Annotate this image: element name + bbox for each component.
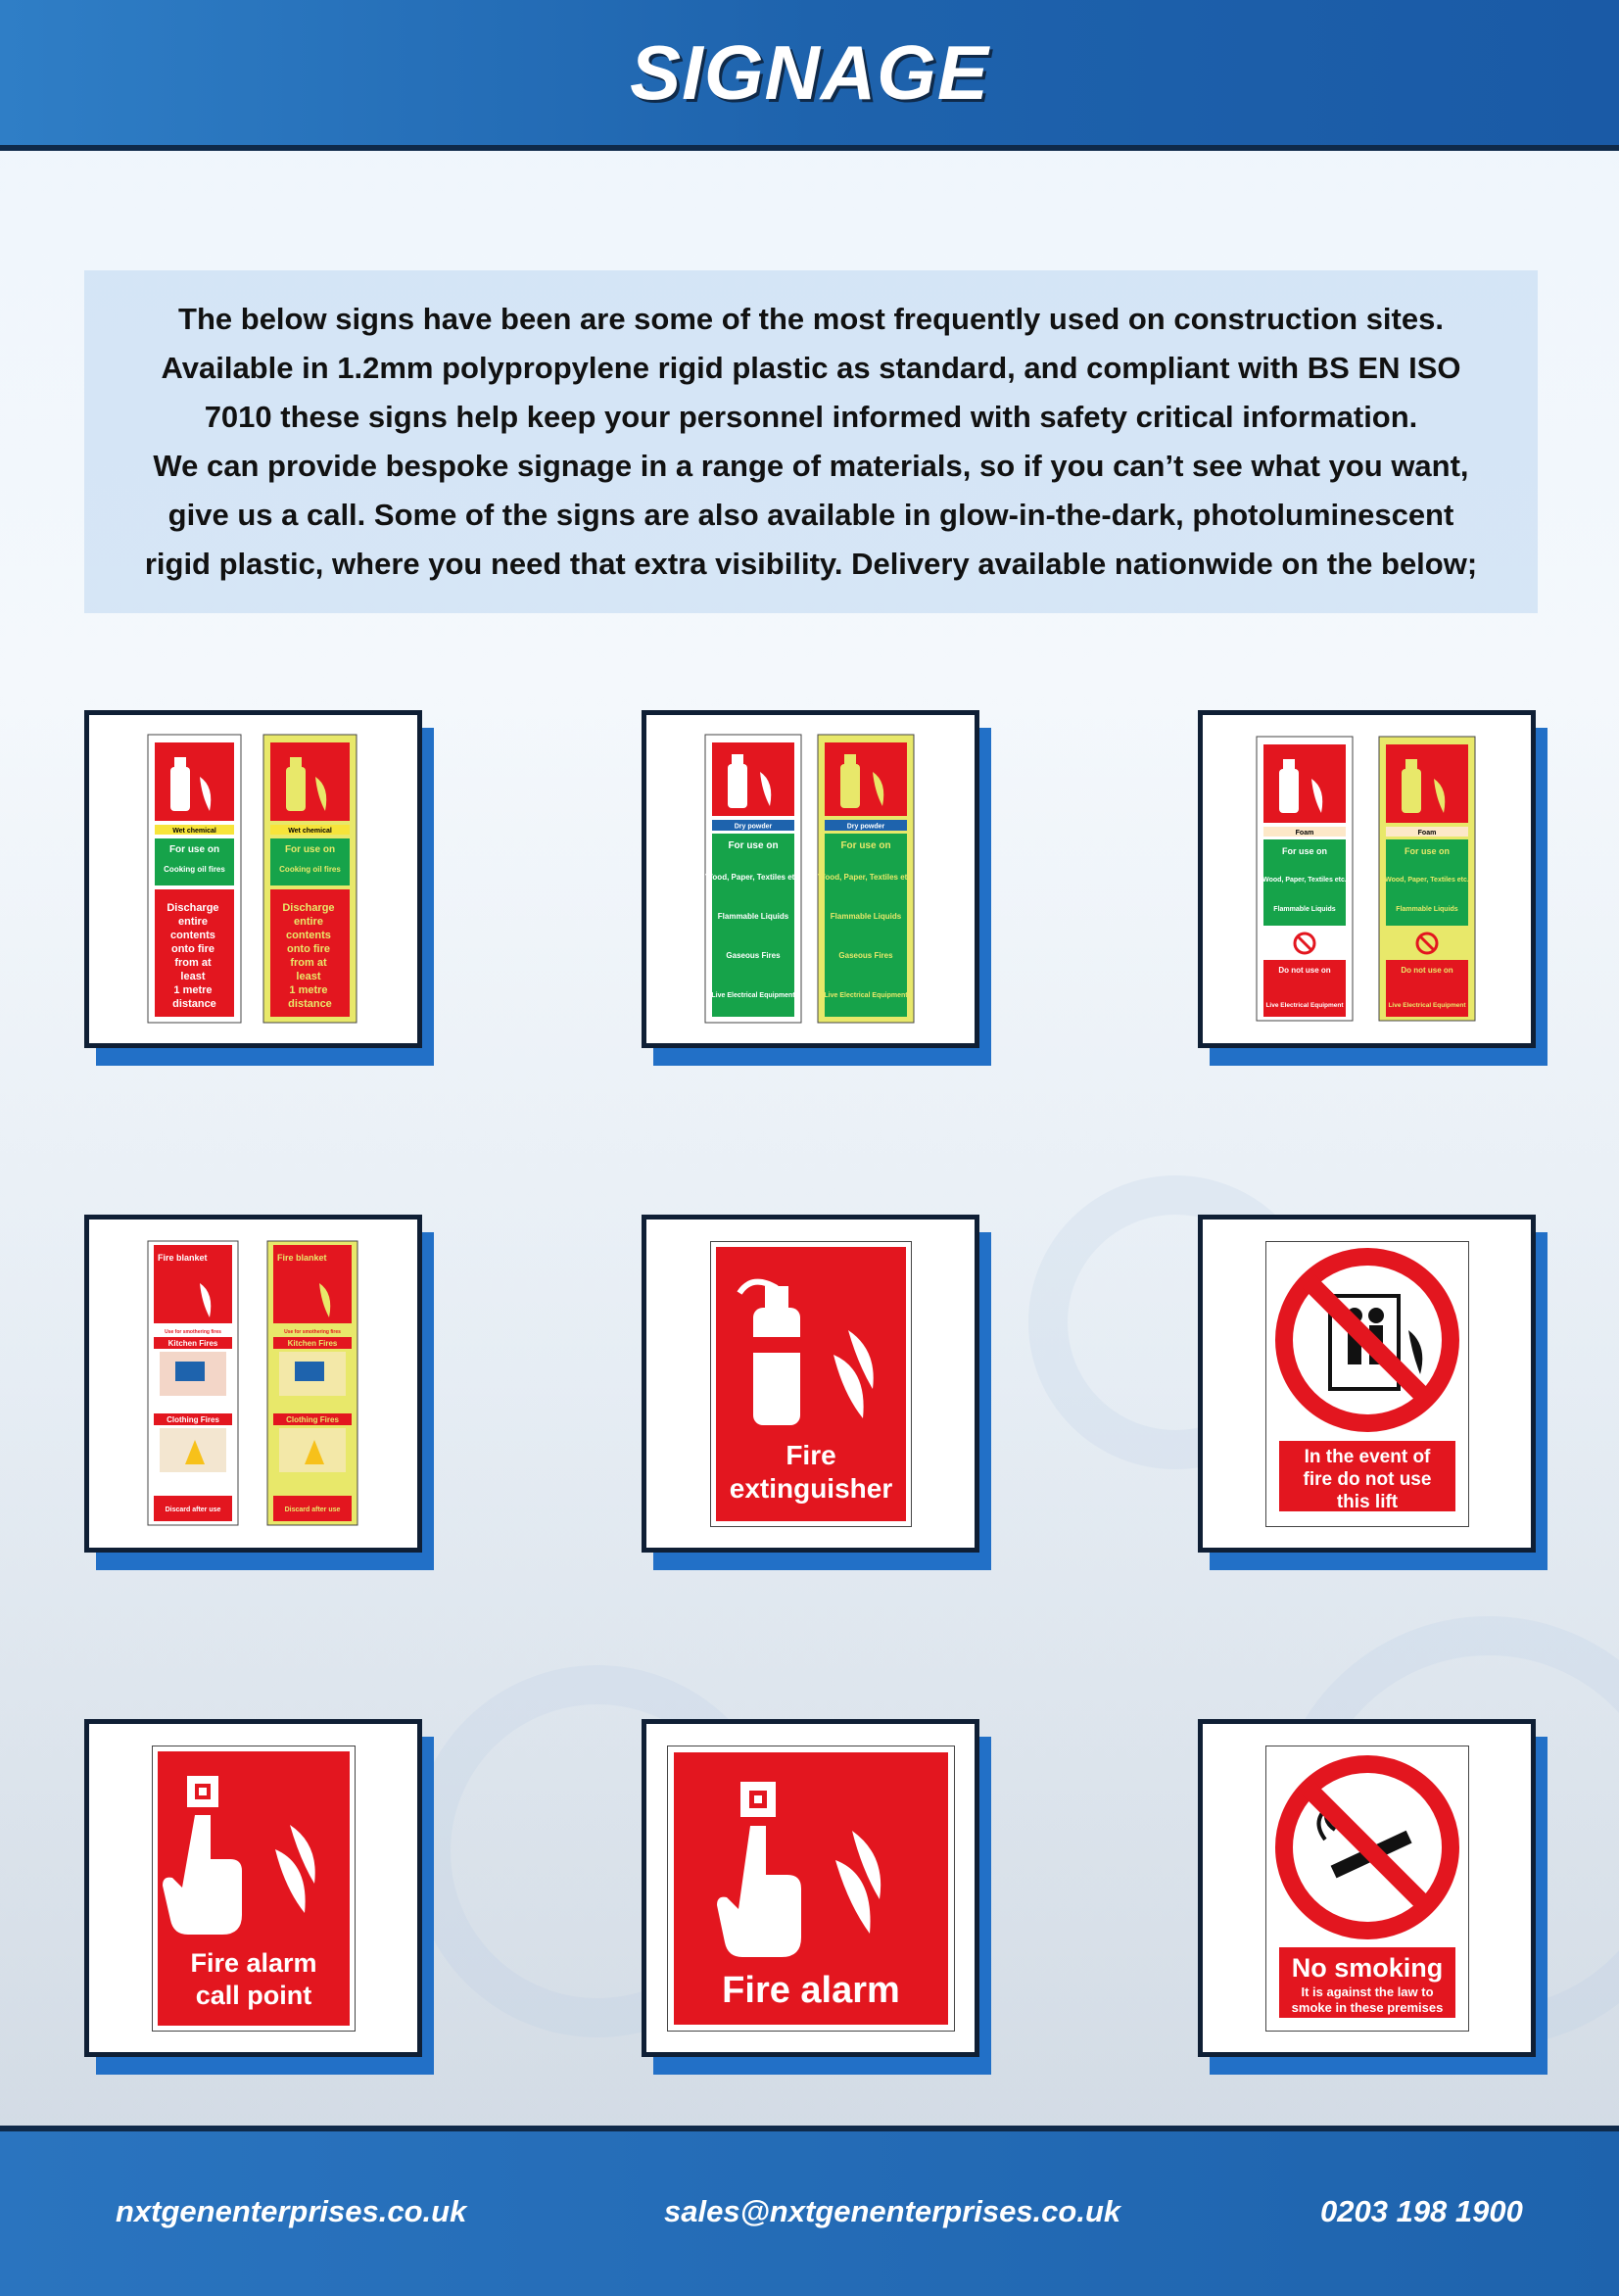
glow-variant (267, 1241, 357, 1525)
use-item: Flammable Liquids (1272, 906, 1336, 913)
sign-title: Fire blanket (276, 1253, 327, 1263)
use-label: For use on (727, 839, 779, 851)
product-card-wet-chemical (84, 710, 422, 1048)
page-footer (0, 2126, 1619, 2296)
product-card-fire-blanket (84, 1215, 422, 1553)
sign-line-2: extinguisher (729, 1472, 892, 1504)
instruction-text: Discharge entire contents onto fire from at least 1 metre distance (281, 901, 335, 1010)
sign-type-label: Wet chemical (287, 827, 332, 835)
use-item: Gaseous Fires (837, 950, 893, 960)
do-not-use-lift-sign-image (1271, 1247, 1463, 1521)
sign-title: No smoking (1291, 1952, 1443, 1983)
sign-line-1: It is against the law to (1300, 1984, 1434, 1999)
sign-type-label: Dry powder (846, 823, 884, 830)
intro-line: We can provide bespoke signage in a range of materials, so if you can’t see what you want, (153, 449, 1469, 483)
wet-chemical-sign-image (146, 733, 361, 1027)
fire-extinguisher-sign-image (716, 1247, 906, 1521)
sign-type-label: Foam (1417, 830, 1436, 837)
use-item: Gaseous Fires (725, 950, 781, 960)
sign-line-2: smoke in these premises (1291, 1999, 1443, 2015)
intro-line: Available in 1.2mm polypropylene rigid plastic as standard, and compliant with BS EN ISO (161, 351, 1461, 385)
fire-alarm-sign-image (674, 1752, 948, 2025)
clothing-label: Clothing Fires (166, 1415, 219, 1424)
sign-label: Fire alarm (721, 1969, 900, 2011)
fire-alarm-call-point-sign-image (158, 1751, 350, 2026)
sign-type-label: Foam (1295, 830, 1313, 837)
sign-line-1: In the event of (1304, 1446, 1430, 1467)
product-card-lift (1198, 1215, 1536, 1553)
glow-variant (263, 735, 357, 1023)
use-item: Live Electrical Equipment (823, 991, 908, 999)
use-item: Wood, Paper, Textiles etc. (1262, 877, 1347, 884)
use-item: Cooking oil fires (163, 864, 225, 874)
intro-panel (84, 270, 1538, 613)
sign-type-label: Wet chemical (171, 827, 216, 835)
dry-powder-sign-image (703, 733, 919, 1027)
use-label: For use on (1404, 846, 1450, 856)
sign-line-1: Fire (785, 1439, 836, 1470)
not-label: Do not use on (1277, 966, 1331, 975)
email-link[interactable]: sales@nxtgenenterprises.co.uk (664, 2194, 1121, 2228)
use-item: Flammable Liquids (717, 911, 788, 921)
kitchen-label: Kitchen Fires (287, 1339, 337, 1348)
discard-label: Discard after use (284, 1507, 340, 1513)
intro-line: give us a call. Some of the signs are also available in glow-in-the-dark, photoluminescent (167, 498, 1454, 532)
sign-line-2: call point (195, 1980, 311, 2010)
use-item: Wood, Paper, Textiles etc. (817, 872, 914, 882)
glow-variant (818, 735, 914, 1023)
sign-line-2: fire do not use (1303, 1468, 1431, 1490)
glow-variant (1379, 737, 1475, 1021)
use-label: For use on (284, 843, 335, 855)
sign-sub: Use for smothering fires (164, 1329, 221, 1335)
fire-blanket-sign-image (146, 1239, 361, 1528)
product-card-no-smoking (1198, 1719, 1536, 2057)
product-card-fire-alarm-call-point (84, 1719, 422, 2057)
product-card-fire-extinguisher (642, 1215, 979, 1553)
foam-sign-image (1255, 735, 1480, 1024)
not-label: Do not use on (1400, 966, 1453, 975)
kitchen-label: Kitchen Fires (167, 1339, 217, 1348)
use-item: Cooking oil fires (278, 864, 341, 874)
clothing-label: Clothing Fires (285, 1415, 339, 1424)
phone-number[interactable]: 0203 198 1900 (1320, 2194, 1523, 2228)
use-label: For use on (839, 839, 891, 851)
product-card-foam (1198, 710, 1536, 1048)
page-title: SIGNAGE (630, 28, 989, 116)
not-item: Live Electrical Equipment (1264, 1002, 1344, 1009)
website-link[interactable]: nxtgenenterprises.co.uk (116, 2194, 467, 2228)
intro-line: 7010 these signs help keep your personnel informed with safety critical information. (204, 400, 1418, 434)
use-item: Wood, Paper, Textiles etc. (1384, 877, 1469, 884)
use-item: Flammable Liquids (830, 911, 901, 921)
intro-line: The below signs have been are some of the most frequently used on construction sites. (178, 302, 1444, 336)
sign-type-label: Dry powder (734, 823, 772, 830)
sign-sub: Use for smothering fires (283, 1329, 341, 1335)
sign-line-3: this lift (1336, 1491, 1398, 1512)
sign-title: Fire blanket (157, 1253, 208, 1263)
not-item: Live Electrical Equipment (1387, 1002, 1466, 1009)
sign-line-1: Fire alarm (189, 1947, 317, 1978)
instruction-text: Discharge entire contents onto fire from at least 1 metre distance (166, 901, 219, 1010)
product-card-fire-alarm (642, 1719, 979, 2057)
use-item: Flammable Liquids (1395, 906, 1458, 913)
use-label: For use on (168, 843, 219, 855)
intro-line: rigid plastic, where you need that extra visibility. Delivery available nationwide on the below; (144, 547, 1478, 581)
use-item: Wood, Paper, Textiles etc. (704, 872, 801, 882)
no-smoking-sign-image (1271, 1751, 1463, 2026)
product-card-dry-powder (642, 710, 979, 1048)
intro-text (125, 295, 1497, 589)
page-header (0, 0, 1619, 151)
discard-label: Discard after use (165, 1507, 220, 1513)
use-item: Live Electrical Equipment (710, 991, 795, 999)
use-label: For use on (1281, 846, 1327, 856)
